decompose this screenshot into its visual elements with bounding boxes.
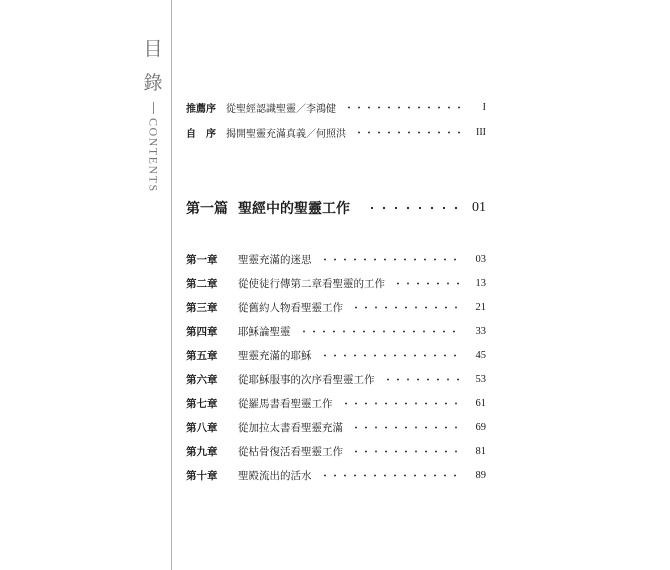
dot-leader <box>351 306 462 309</box>
toc-entry-chapter-4[interactable] <box>186 323 486 339</box>
entry-title: 揭開聖靈充滿真義／何照洪 <box>226 128 346 140</box>
chapter-page: 33 <box>475 325 486 337</box>
dot-leader <box>393 282 462 285</box>
part-label: 第一篇 <box>186 201 228 217</box>
toc-entry-recommendation[interactable] <box>186 99 486 115</box>
chapter-label: 第七章 <box>186 397 218 410</box>
toc-entry-part-1[interactable] <box>186 197 486 219</box>
heading-english: CONTENTS <box>146 118 161 193</box>
chapter-page: 53 <box>475 373 486 385</box>
chapter-label: 第三章 <box>186 301 218 314</box>
toc-entry-author-preface[interactable] <box>186 124 486 140</box>
toc-heading <box>139 36 167 193</box>
chapter-page: 03 <box>475 253 486 265</box>
toc-entry-chapter-2[interactable] <box>186 275 486 291</box>
chapter-page: 69 <box>475 421 486 433</box>
chapter-label: 第十章 <box>186 469 218 482</box>
chapter-title: 聖靈充滿的迷思 <box>238 253 312 266</box>
entry-page: III <box>476 126 486 138</box>
part-title: 聖經中的聖靈工作 <box>238 201 350 217</box>
toc-entry-chapter-6[interactable] <box>186 371 486 387</box>
heading-char-2: 錄 <box>143 72 163 94</box>
entry-label: 推薦序 <box>186 103 216 115</box>
dot-leader <box>341 402 463 405</box>
chapter-title: 從使徒行傳第二章看聖靈的工作 <box>238 277 385 290</box>
vertical-divider <box>171 0 172 570</box>
dot-leader <box>344 106 462 109</box>
toc-entry-chapter-3[interactable] <box>186 299 486 315</box>
chapter-page: 89 <box>475 469 486 481</box>
chapter-label: 第九章 <box>186 445 218 458</box>
part-page: 01 <box>472 200 486 215</box>
chapter-title: 從舊約人物看聖靈工作 <box>238 301 343 314</box>
chapter-title: 從耶穌服事的次序看聖靈工作 <box>238 373 375 386</box>
toc-entry-chapter-8[interactable] <box>186 419 486 435</box>
chapter-title: 從羅馬書看聖靈工作 <box>238 397 333 410</box>
toc-entry-chapter-1[interactable] <box>186 251 486 267</box>
chapter-page: 81 <box>475 445 486 457</box>
entry-page: I <box>482 101 486 113</box>
dot-leader <box>366 206 462 210</box>
dot-leader <box>320 474 463 477</box>
chapter-page: 13 <box>475 277 486 289</box>
toc-entry-chapter-5[interactable] <box>186 347 486 363</box>
chapter-title: 聖靈充滿的耶穌 <box>238 349 312 362</box>
entry-label: 自 序 <box>186 128 216 140</box>
heading-separator <box>153 102 154 114</box>
toc-entry-chapter-7[interactable] <box>186 395 486 411</box>
dot-leader <box>320 258 463 261</box>
chapter-title: 從加拉太書看聖靈充滿 <box>238 421 343 434</box>
chapter-label: 第二章 <box>186 277 218 290</box>
chapter-page: 45 <box>475 349 486 361</box>
chapter-label: 第一章 <box>186 253 218 266</box>
chapter-label: 第四章 <box>186 325 218 338</box>
chapter-page: 21 <box>475 301 486 313</box>
chapter-title: 從枯骨復活看聖靈工作 <box>238 445 343 458</box>
dot-leader <box>354 131 462 134</box>
dot-leader <box>351 426 462 429</box>
chapter-label: 第五章 <box>186 349 218 362</box>
entry-title: 從聖經認識聖靈／李鴻健 <box>226 103 336 115</box>
chapter-page: 61 <box>475 397 486 409</box>
chapter-label: 第六章 <box>186 373 218 386</box>
dot-leader <box>320 354 463 357</box>
chapter-title: 聖殿流出的活水 <box>238 469 312 482</box>
toc-entry-chapter-9[interactable] <box>186 443 486 459</box>
dot-leader <box>383 378 463 381</box>
chapter-label: 第八章 <box>186 421 218 434</box>
dot-leader <box>299 330 463 333</box>
heading-char-1: 目 <box>143 38 163 60</box>
dot-leader <box>351 450 462 453</box>
chapter-title: 耶穌論聖靈 <box>238 325 291 338</box>
toc-entry-chapter-10[interactable] <box>186 467 486 483</box>
